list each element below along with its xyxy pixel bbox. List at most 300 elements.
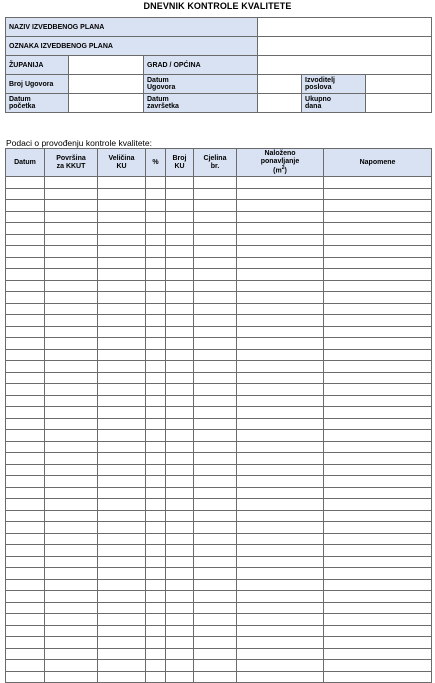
- table-cell[interactable]: [237, 188, 324, 200]
- table-cell[interactable]: [237, 579, 324, 591]
- table-cell[interactable]: [45, 234, 98, 246]
- table-cell[interactable]: [237, 533, 324, 545]
- table-cell[interactable]: [45, 499, 98, 511]
- table-cell[interactable]: [166, 200, 194, 212]
- table-cell[interactable]: [194, 476, 237, 488]
- table-cell[interactable]: [6, 476, 45, 488]
- table-cell[interactable]: [146, 430, 166, 442]
- table-cell[interactable]: [98, 257, 146, 269]
- table-cell[interactable]: [324, 303, 432, 315]
- table-cell[interactable]: [6, 280, 45, 292]
- table-cell[interactable]: [194, 372, 237, 384]
- table-cell[interactable]: [166, 510, 194, 522]
- table-cell[interactable]: [45, 384, 98, 396]
- table-cell[interactable]: [194, 579, 237, 591]
- table-cell[interactable]: [6, 487, 45, 499]
- table-cell[interactable]: [45, 372, 98, 384]
- table-cell[interactable]: [146, 395, 166, 407]
- table-cell[interactable]: [6, 326, 45, 338]
- table-cell[interactable]: [6, 522, 45, 534]
- table-cell[interactable]: [6, 200, 45, 212]
- table-cell[interactable]: [146, 234, 166, 246]
- table-cell[interactable]: [98, 510, 146, 522]
- table-cell[interactable]: [166, 246, 194, 258]
- table-cell[interactable]: [324, 522, 432, 534]
- datum-zavrsetka-field[interactable]: [258, 94, 302, 113]
- table-cell[interactable]: [146, 188, 166, 200]
- table-cell[interactable]: [166, 361, 194, 373]
- table-cell[interactable]: [98, 372, 146, 384]
- table-cell[interactable]: [45, 660, 98, 672]
- table-cell[interactable]: [146, 292, 166, 304]
- table-cell[interactable]: [146, 453, 166, 465]
- table-cell[interactable]: [98, 568, 146, 580]
- table-cell[interactable]: [98, 487, 146, 499]
- table-cell[interactable]: [324, 384, 432, 396]
- izvoditelj-field[interactable]: [366, 75, 432, 94]
- zupanija-field[interactable]: [69, 56, 144, 75]
- table-cell[interactable]: [146, 476, 166, 488]
- table-cell[interactable]: [194, 407, 237, 419]
- table-cell[interactable]: [98, 625, 146, 637]
- table-cell[interactable]: [6, 246, 45, 258]
- table-cell[interactable]: [98, 522, 146, 534]
- table-cell[interactable]: [194, 361, 237, 373]
- table-cell[interactable]: [45, 637, 98, 649]
- table-cell[interactable]: [45, 522, 98, 534]
- table-cell[interactable]: [237, 522, 324, 534]
- table-cell[interactable]: [98, 614, 146, 626]
- table-cell[interactable]: [6, 223, 45, 235]
- table-cell[interactable]: [237, 660, 324, 672]
- table-cell[interactable]: [6, 648, 45, 660]
- table-cell[interactable]: [45, 614, 98, 626]
- table-cell[interactable]: [98, 418, 146, 430]
- table-cell[interactable]: [324, 257, 432, 269]
- table-cell[interactable]: [324, 292, 432, 304]
- table-cell[interactable]: [98, 361, 146, 373]
- table-cell[interactable]: [45, 556, 98, 568]
- table-cell[interactable]: [324, 602, 432, 614]
- table-cell[interactable]: [6, 464, 45, 476]
- table-cell[interactable]: [146, 349, 166, 361]
- table-cell[interactable]: [6, 303, 45, 315]
- table-cell[interactable]: [146, 522, 166, 534]
- table-cell[interactable]: [194, 257, 237, 269]
- table-cell[interactable]: [237, 234, 324, 246]
- table-cell[interactable]: [6, 579, 45, 591]
- datum-pocetka-field[interactable]: [69, 94, 144, 113]
- table-cell[interactable]: [194, 556, 237, 568]
- table-cell[interactable]: [45, 200, 98, 212]
- table-cell[interactable]: [146, 441, 166, 453]
- table-cell[interactable]: [166, 522, 194, 534]
- table-cell[interactable]: [6, 591, 45, 603]
- table-cell[interactable]: [98, 579, 146, 591]
- table-cell[interactable]: [324, 223, 432, 235]
- table-cell[interactable]: [237, 441, 324, 453]
- table-cell[interactable]: [194, 545, 237, 557]
- table-cell[interactable]: [98, 545, 146, 557]
- table-cell[interactable]: [166, 637, 194, 649]
- table-cell[interactable]: [98, 384, 146, 396]
- table-cell[interactable]: [146, 269, 166, 281]
- table-cell[interactable]: [237, 637, 324, 649]
- table-cell[interactable]: [324, 361, 432, 373]
- table-cell[interactable]: [166, 441, 194, 453]
- table-cell[interactable]: [237, 510, 324, 522]
- table-cell[interactable]: [166, 384, 194, 396]
- table-cell[interactable]: [237, 602, 324, 614]
- table-cell[interactable]: [237, 246, 324, 258]
- table-cell[interactable]: [6, 257, 45, 269]
- datum-ugovora-field[interactable]: [258, 75, 302, 94]
- table-cell[interactable]: [146, 211, 166, 223]
- table-cell[interactable]: [98, 476, 146, 488]
- table-cell[interactable]: [98, 671, 146, 683]
- table-cell[interactable]: [237, 211, 324, 223]
- table-cell[interactable]: [166, 533, 194, 545]
- table-cell[interactable]: [146, 200, 166, 212]
- table-cell[interactable]: [194, 395, 237, 407]
- table-cell[interactable]: [146, 660, 166, 672]
- table-cell[interactable]: [45, 315, 98, 327]
- table-cell[interactable]: [146, 568, 166, 580]
- table-cell[interactable]: [237, 315, 324, 327]
- table-cell[interactable]: [98, 441, 146, 453]
- table-cell[interactable]: [166, 579, 194, 591]
- table-cell[interactable]: [194, 464, 237, 476]
- table-cell[interactable]: [237, 349, 324, 361]
- table-cell[interactable]: [45, 545, 98, 557]
- table-cell[interactable]: [45, 487, 98, 499]
- table-cell[interactable]: [45, 625, 98, 637]
- table-cell[interactable]: [45, 510, 98, 522]
- table-cell[interactable]: [237, 430, 324, 442]
- table-cell[interactable]: [166, 418, 194, 430]
- table-cell[interactable]: [98, 430, 146, 442]
- table-cell[interactable]: [194, 430, 237, 442]
- table-cell[interactable]: [45, 269, 98, 281]
- table-cell[interactable]: [146, 223, 166, 235]
- table-cell[interactable]: [324, 510, 432, 522]
- table-cell[interactable]: [324, 315, 432, 327]
- table-cell[interactable]: [45, 223, 98, 235]
- table-cell[interactable]: [166, 407, 194, 419]
- table-cell[interactable]: [98, 246, 146, 258]
- table-cell[interactable]: [194, 660, 237, 672]
- table-cell[interactable]: [98, 188, 146, 200]
- table-cell[interactable]: [237, 556, 324, 568]
- table-cell[interactable]: [324, 326, 432, 338]
- table-cell[interactable]: [324, 579, 432, 591]
- table-cell[interactable]: [166, 591, 194, 603]
- table-cell[interactable]: [6, 671, 45, 683]
- table-cell[interactable]: [237, 303, 324, 315]
- grad-field[interactable]: [258, 56, 432, 75]
- table-cell[interactable]: [237, 384, 324, 396]
- table-cell[interactable]: [324, 395, 432, 407]
- table-cell[interactable]: [194, 349, 237, 361]
- table-cell[interactable]: [166, 499, 194, 511]
- table-cell[interactable]: [6, 292, 45, 304]
- table-cell[interactable]: [194, 200, 237, 212]
- table-cell[interactable]: [324, 269, 432, 281]
- table-cell[interactable]: [237, 257, 324, 269]
- table-cell[interactable]: [166, 568, 194, 580]
- table-cell[interactable]: [194, 522, 237, 534]
- table-cell[interactable]: [146, 338, 166, 350]
- table-cell[interactable]: [45, 303, 98, 315]
- table-cell[interactable]: [6, 545, 45, 557]
- table-cell[interactable]: [194, 280, 237, 292]
- table-cell[interactable]: [146, 556, 166, 568]
- table-cell[interactable]: [166, 671, 194, 683]
- table-cell[interactable]: [194, 533, 237, 545]
- table-cell[interactable]: [146, 602, 166, 614]
- table-cell[interactable]: [6, 269, 45, 281]
- table-cell[interactable]: [45, 349, 98, 361]
- table-cell[interactable]: [324, 453, 432, 465]
- table-cell[interactable]: [324, 430, 432, 442]
- table-cell[interactable]: [146, 464, 166, 476]
- table-cell[interactable]: [146, 361, 166, 373]
- broj-ugovora-field[interactable]: [69, 75, 144, 94]
- table-cell[interactable]: [166, 257, 194, 269]
- table-cell[interactable]: [146, 177, 166, 189]
- table-cell[interactable]: [194, 246, 237, 258]
- table-cell[interactable]: [146, 510, 166, 522]
- table-cell[interactable]: [98, 338, 146, 350]
- table-cell[interactable]: [194, 614, 237, 626]
- table-cell[interactable]: [166, 223, 194, 235]
- table-cell[interactable]: [6, 418, 45, 430]
- table-cell[interactable]: [324, 372, 432, 384]
- table-cell[interactable]: [237, 464, 324, 476]
- table-cell[interactable]: [237, 338, 324, 350]
- table-cell[interactable]: [45, 292, 98, 304]
- table-cell[interactable]: [45, 441, 98, 453]
- table-cell[interactable]: [324, 418, 432, 430]
- table-cell[interactable]: [194, 637, 237, 649]
- table-cell[interactable]: [324, 556, 432, 568]
- table-cell[interactable]: [324, 660, 432, 672]
- table-cell[interactable]: [6, 602, 45, 614]
- table-cell[interactable]: [194, 269, 237, 281]
- table-cell[interactable]: [146, 487, 166, 499]
- table-cell[interactable]: [98, 407, 146, 419]
- table-cell[interactable]: [166, 303, 194, 315]
- table-cell[interactable]: [98, 280, 146, 292]
- table-cell[interactable]: [98, 269, 146, 281]
- table-cell[interactable]: [98, 315, 146, 327]
- table-cell[interactable]: [237, 671, 324, 683]
- table-cell[interactable]: [166, 280, 194, 292]
- table-cell[interactable]: [146, 326, 166, 338]
- table-cell[interactable]: [166, 349, 194, 361]
- table-cell[interactable]: [45, 361, 98, 373]
- table-cell[interactable]: [237, 372, 324, 384]
- table-cell[interactable]: [194, 384, 237, 396]
- table-cell[interactable]: [146, 579, 166, 591]
- table-cell[interactable]: [166, 614, 194, 626]
- table-cell[interactable]: [98, 349, 146, 361]
- table-cell[interactable]: [45, 326, 98, 338]
- table-cell[interactable]: [237, 614, 324, 626]
- table-cell[interactable]: [194, 625, 237, 637]
- table-cell[interactable]: [324, 280, 432, 292]
- table-cell[interactable]: [194, 234, 237, 246]
- table-cell[interactable]: [45, 257, 98, 269]
- table-cell[interactable]: [324, 188, 432, 200]
- table-cell[interactable]: [324, 464, 432, 476]
- table-cell[interactable]: [324, 441, 432, 453]
- table-cell[interactable]: [237, 177, 324, 189]
- table-cell[interactable]: [237, 625, 324, 637]
- table-cell[interactable]: [45, 568, 98, 580]
- table-cell[interactable]: [98, 648, 146, 660]
- table-cell[interactable]: [146, 372, 166, 384]
- table-cell[interactable]: [6, 188, 45, 200]
- table-cell[interactable]: [6, 625, 45, 637]
- table-cell[interactable]: [237, 648, 324, 660]
- table-cell[interactable]: [324, 591, 432, 603]
- table-cell[interactable]: [194, 315, 237, 327]
- table-cell[interactable]: [194, 326, 237, 338]
- table-cell[interactable]: [194, 602, 237, 614]
- table-cell[interactable]: [194, 338, 237, 350]
- table-cell[interactable]: [324, 200, 432, 212]
- table-cell[interactable]: [237, 326, 324, 338]
- table-cell[interactable]: [98, 234, 146, 246]
- table-cell[interactable]: [146, 591, 166, 603]
- table-cell[interactable]: [98, 223, 146, 235]
- table-cell[interactable]: [166, 487, 194, 499]
- table-cell[interactable]: [166, 188, 194, 200]
- table-cell[interactable]: [45, 430, 98, 442]
- table-cell[interactable]: [166, 315, 194, 327]
- table-cell[interactable]: [146, 407, 166, 419]
- table-cell[interactable]: [6, 384, 45, 396]
- table-cell[interactable]: [166, 660, 194, 672]
- table-cell[interactable]: [194, 292, 237, 304]
- table-cell[interactable]: [194, 487, 237, 499]
- table-cell[interactable]: [194, 499, 237, 511]
- table-cell[interactable]: [6, 338, 45, 350]
- table-cell[interactable]: [146, 637, 166, 649]
- table-cell[interactable]: [45, 591, 98, 603]
- table-cell[interactable]: [6, 453, 45, 465]
- table-cell[interactable]: [194, 648, 237, 660]
- table-cell[interactable]: [45, 280, 98, 292]
- table-cell[interactable]: [6, 177, 45, 189]
- table-cell[interactable]: [6, 395, 45, 407]
- table-cell[interactable]: [146, 257, 166, 269]
- table-cell[interactable]: [6, 441, 45, 453]
- table-cell[interactable]: [166, 211, 194, 223]
- table-cell[interactable]: [166, 269, 194, 281]
- table-cell[interactable]: [324, 246, 432, 258]
- table-cell[interactable]: [45, 395, 98, 407]
- table-cell[interactable]: [146, 499, 166, 511]
- table-cell[interactable]: [6, 349, 45, 361]
- table-cell[interactable]: [237, 223, 324, 235]
- table-cell[interactable]: [146, 533, 166, 545]
- table-cell[interactable]: [166, 545, 194, 557]
- table-cell[interactable]: [166, 464, 194, 476]
- table-cell[interactable]: [237, 476, 324, 488]
- table-cell[interactable]: [324, 349, 432, 361]
- table-cell[interactable]: [237, 499, 324, 511]
- table-cell[interactable]: [166, 476, 194, 488]
- table-cell[interactable]: [98, 464, 146, 476]
- table-cell[interactable]: [45, 211, 98, 223]
- table-cell[interactable]: [146, 671, 166, 683]
- table-cell[interactable]: [166, 395, 194, 407]
- table-cell[interactable]: [6, 660, 45, 672]
- table-cell[interactable]: [45, 407, 98, 419]
- table-cell[interactable]: [146, 384, 166, 396]
- table-cell[interactable]: [98, 292, 146, 304]
- table-cell[interactable]: [194, 671, 237, 683]
- table-cell[interactable]: [237, 361, 324, 373]
- table-cell[interactable]: [45, 648, 98, 660]
- table-cell[interactable]: [98, 637, 146, 649]
- table-cell[interactable]: [237, 407, 324, 419]
- table-cell[interactable]: [194, 510, 237, 522]
- table-cell[interactable]: [6, 614, 45, 626]
- table-cell[interactable]: [237, 487, 324, 499]
- table-cell[interactable]: [194, 591, 237, 603]
- table-cell[interactable]: [194, 188, 237, 200]
- table-cell[interactable]: [6, 533, 45, 545]
- table-cell[interactable]: [98, 591, 146, 603]
- table-cell[interactable]: [45, 533, 98, 545]
- table-cell[interactable]: [146, 303, 166, 315]
- table-cell[interactable]: [324, 407, 432, 419]
- table-cell[interactable]: [45, 602, 98, 614]
- table-cell[interactable]: [237, 395, 324, 407]
- oznaka-plana-field[interactable]: [258, 37, 432, 56]
- table-cell[interactable]: [45, 453, 98, 465]
- table-cell[interactable]: [194, 303, 237, 315]
- table-cell[interactable]: [146, 315, 166, 327]
- table-cell[interactable]: [237, 292, 324, 304]
- table-cell[interactable]: [45, 188, 98, 200]
- table-cell[interactable]: [98, 211, 146, 223]
- table-cell[interactable]: [98, 660, 146, 672]
- table-cell[interactable]: [324, 338, 432, 350]
- table-cell[interactable]: [6, 568, 45, 580]
- table-cell[interactable]: [6, 407, 45, 419]
- table-cell[interactable]: [324, 533, 432, 545]
- table-cell[interactable]: [166, 234, 194, 246]
- table-cell[interactable]: [166, 338, 194, 350]
- table-cell[interactable]: [194, 441, 237, 453]
- table-cell[interactable]: [45, 418, 98, 430]
- table-cell[interactable]: [237, 591, 324, 603]
- table-cell[interactable]: [45, 579, 98, 591]
- table-cell[interactable]: [237, 568, 324, 580]
- table-cell[interactable]: [166, 292, 194, 304]
- table-cell[interactable]: [237, 453, 324, 465]
- table-cell[interactable]: [6, 556, 45, 568]
- table-cell[interactable]: [166, 430, 194, 442]
- table-cell[interactable]: [6, 361, 45, 373]
- table-cell[interactable]: [237, 545, 324, 557]
- table-cell[interactable]: [324, 671, 432, 683]
- table-cell[interactable]: [146, 614, 166, 626]
